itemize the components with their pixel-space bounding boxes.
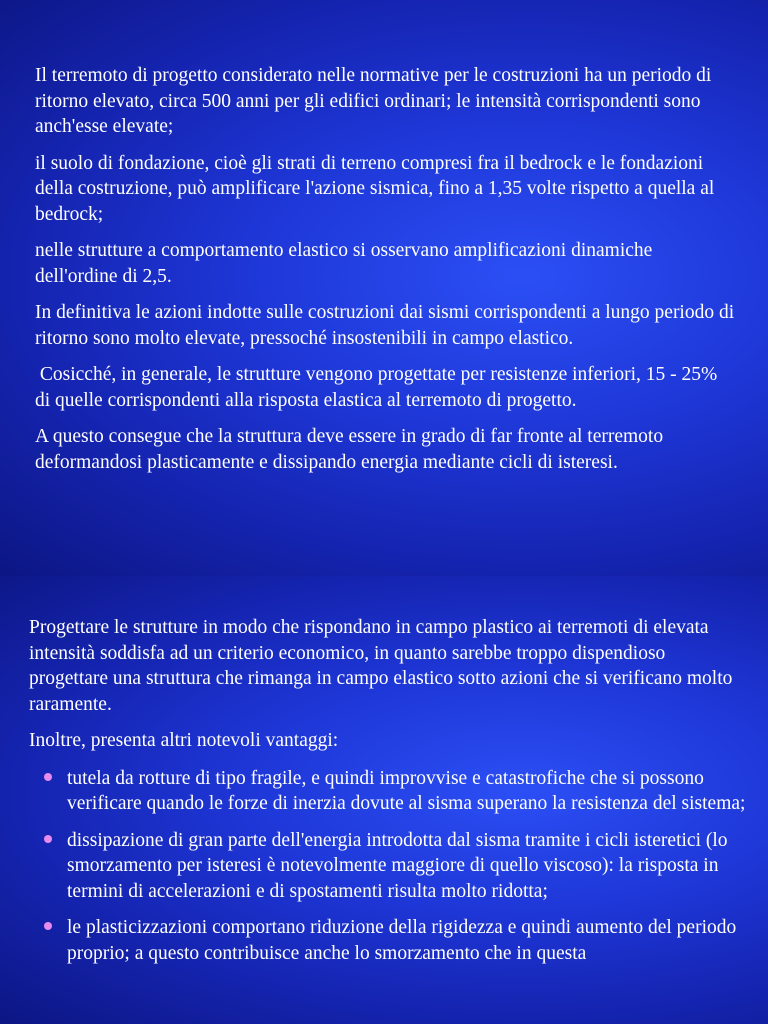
slide-2 bbox=[0, 576, 768, 1024]
advantage-item-2 bbox=[29, 828, 747, 905]
slide-1-paragraph-2: il suolo di fondazione, cioè gli strati di terreno compresi fra il bedrock e le fondazioni della costruzione, può amplificare l'azione sismica, fino a 1,35 volte rispetto a quella al bedrock; bbox=[35, 152, 715, 225]
advantage-text-2: dissipazione di gran parte dell'energia introdotta dal sisma tramite i cicli isteretici (lo smorzamento per isteresi è notevolmente maggiore di quello viscoso): la risposta in termini di accelerazioni e di spostamenti risulta molto ridotta; bbox=[67, 829, 728, 902]
slide-2-paragraph-2: Inoltre, presenta altri notevoli vantaggi: bbox=[29, 730, 339, 751]
advantage-item-3 bbox=[29, 915, 747, 966]
slide-1-paragraph-3: nelle strutture a comportamento elastico si osservano amplificazioni dinamiche dell'ordine di 2,5. bbox=[35, 240, 653, 287]
slide-1-paragraph-1: Il terremoto di progetto considerato nelle normative per le costruzioni ha un periodo di ritorno elevato, circa 500 anni per gli edifici ordinari; le intensità corrispondenti sono anch'esse elevate; bbox=[35, 65, 712, 137]
advantage-item-1 bbox=[29, 766, 747, 817]
advantage-text-3: le plasticizzazioni comportano riduzione della rigidezza e quindi aumento del periodo proprio; a questo contribuisce anche lo smorzamento che in questa bbox=[67, 917, 737, 964]
slide-2-paragraph-1: Progettare le strutture in modo che rispondano in campo plastico ai terremoti di elevata intensità soddisfa ad un criterio economico, in quanto sarebbe troppo dispendioso progettare una struttura che rimanga in campo elastico sotto azioni che si verificano molto raramente. bbox=[29, 617, 733, 715]
bullet-dot-icon bbox=[44, 922, 52, 930]
slide-1-paragraph-5: Cosicché, in generale, le strutture vengono progettate per resistenze inferiori, 15 - 25% di quelle corrispondenti alla risposta elastica al terremoto di progetto. bbox=[35, 364, 723, 411]
advantage-text-1: tutela da rotture di tipo fragile, e quindi improvvise e catastrofiche che si possono verificare quando le forze di inerzia dovute al sisma superano la resistenza del sistema; bbox=[67, 767, 746, 814]
bullet-dot-icon bbox=[44, 773, 52, 781]
slide-1-paragraph-6: A questo consegue che la struttura deve essere in grado di far fronte al terremoto deformandosi plasticamente e dissipando energia mediante cicli di isteresi. bbox=[35, 426, 664, 473]
slide-1-body bbox=[35, 63, 735, 486]
bullet-dot-icon bbox=[44, 835, 52, 843]
advantages-list bbox=[29, 766, 747, 967]
slide-1-paragraph-4: In definitiva le azioni indotte sulle costruzioni dai sismi corrispondenti a lungo periodo di ritorno sono molto elevate, pressoché insostenibili in campo elastico. bbox=[35, 302, 735, 349]
slide-2-body bbox=[29, 615, 747, 977]
